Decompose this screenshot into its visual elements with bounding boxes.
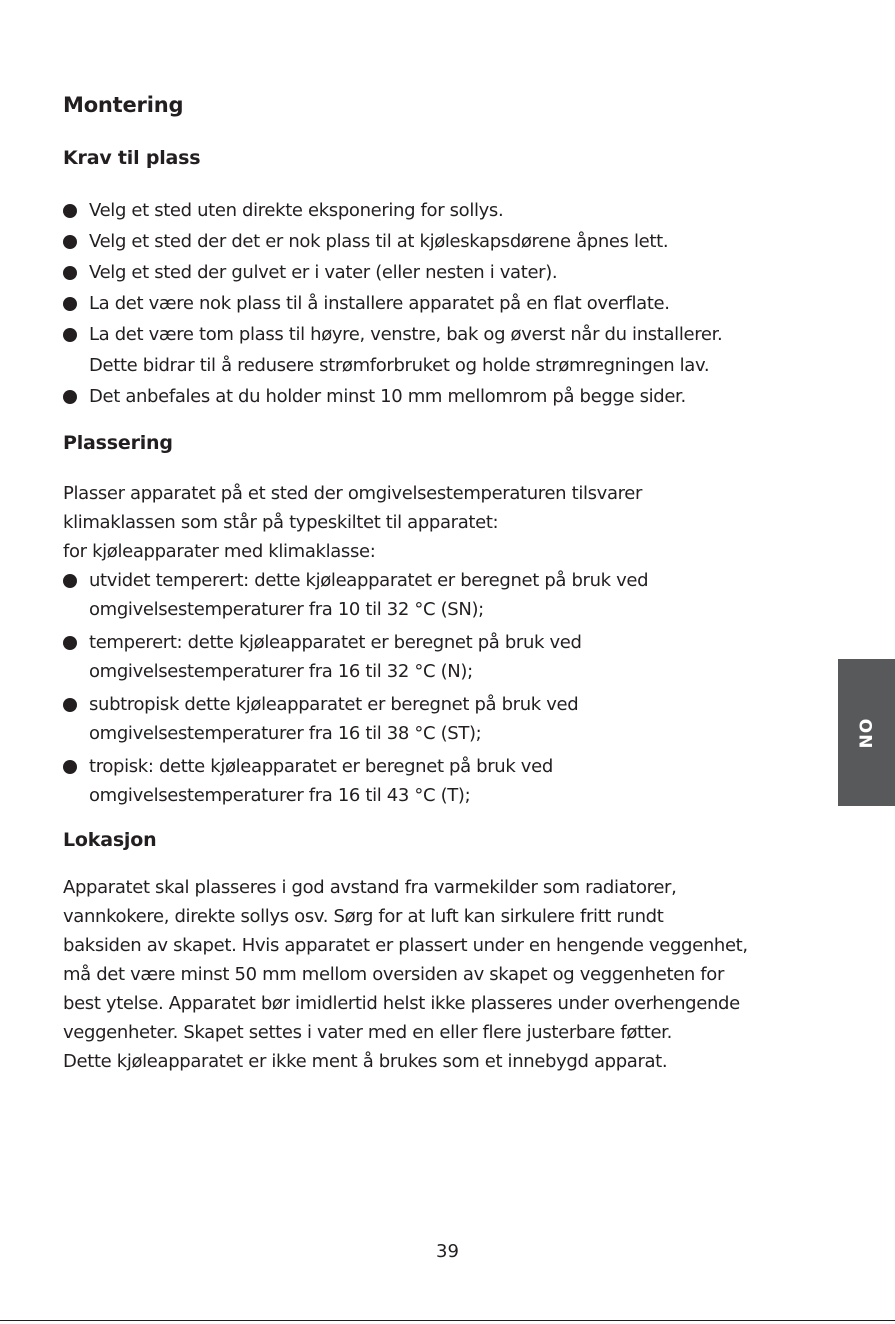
section-heading-space: Krav til plass: [63, 147, 201, 169]
placement-intro-2: klimaklassen som står på typeskiltet til apparatet:: [63, 512, 499, 533]
bullet-icon: [63, 636, 77, 650]
space-item-6: Det anbefales at du holder minst 10 mm mellomrom på begge sider.: [89, 386, 686, 407]
page-number: 39: [436, 1241, 459, 1262]
climate-class-st: subtropisk dette kjøleapparatet er beregnet på bruk ved: [89, 694, 579, 715]
space-item-5-continued: Dette bidrar til å redusere strømforbruket og holde strømregningen lav.: [89, 355, 710, 376]
location-line-7: Dette kjøleapparatet er ikke ment å brukes som et innebygd apparat.: [63, 1051, 668, 1072]
bullet-icon: [63, 760, 77, 774]
location-line-5: best ytelse. Apparatet bør imidlertid helst ikke plasseres under overhengende: [63, 993, 740, 1014]
climate-class-sn-range: omgivelsestemperaturer fra 10 til 32 °C (SN);: [89, 599, 484, 620]
placement-intro-1: Plasser apparatet på et sted der omgivelsestemperaturen tilsvarer: [63, 483, 643, 504]
space-item-3: Velg et sted der gulvet er i vater (eller nesten i vater).: [89, 262, 558, 283]
bullet-icon: [63, 235, 77, 249]
climate-class-n-range: omgivelsestemperaturer fra 16 til 32 °C (N);: [89, 661, 473, 682]
bullet-icon: [63, 204, 77, 218]
location-line-1: Apparatet skal plasseres i god avstand fra varmekilder som radiatorer,: [63, 877, 677, 898]
space-item-1: Velg et sted uten direkte eksponering for sollys.: [89, 200, 504, 221]
space-item-4: La det være nok plass til å installere apparatet på en flat overflate.: [89, 293, 670, 314]
space-item-5: La det være tom plass til høyre, venstre, bak og øverst når du installerer.: [89, 324, 723, 345]
climate-class-t-range: omgivelsestemperaturer fra 16 til 43 °C (T);: [89, 785, 471, 806]
climate-class-sn: utvidet temperert: dette kjøleapparatet er beregnet på bruk ved: [89, 570, 649, 591]
section-heading-location: Lokasjon: [63, 829, 157, 851]
bottom-divider: [0, 1320, 895, 1321]
page-title: Montering: [63, 93, 184, 117]
bullet-icon: [63, 328, 77, 342]
placement-intro-3: for kjøleapparater med klimaklasse:: [63, 541, 376, 562]
section-heading-placement: Plassering: [63, 432, 173, 454]
climate-class-st-range: omgivelsestemperaturer fra 16 til 38 °C (ST);: [89, 723, 482, 744]
location-line-3: baksiden av skapet. Hvis apparatet er plassert under en hengende veggenhet,: [63, 935, 748, 956]
climate-class-t: tropisk: dette kjøleapparatet er beregnet på bruk ved: [89, 756, 553, 777]
bullet-icon: [63, 698, 77, 712]
bullet-icon: [63, 390, 77, 404]
bullet-icon: [63, 266, 77, 280]
language-tab: [838, 659, 895, 806]
bullet-icon: [63, 574, 77, 588]
location-line-4: må det være minst 50 mm mellom oversiden av skapet og veggenheten for: [63, 964, 725, 985]
location-line-6: veggenheter. Skapet settes i vater med en eller flere justerbare føtter.: [63, 1022, 672, 1043]
bullet-icon: [63, 297, 77, 311]
language-tab-label: NO: [856, 717, 877, 748]
climate-class-n: temperert: dette kjøleapparatet er beregnet på bruk ved: [89, 632, 582, 653]
location-line-2: vannkokere, direkte sollys osv. Sørg for at luft kan sirkulere fritt rundt: [63, 906, 664, 927]
space-item-2: Velg et sted der det er nok plass til at kjøleskapsdørene åpnes lett.: [89, 231, 669, 252]
